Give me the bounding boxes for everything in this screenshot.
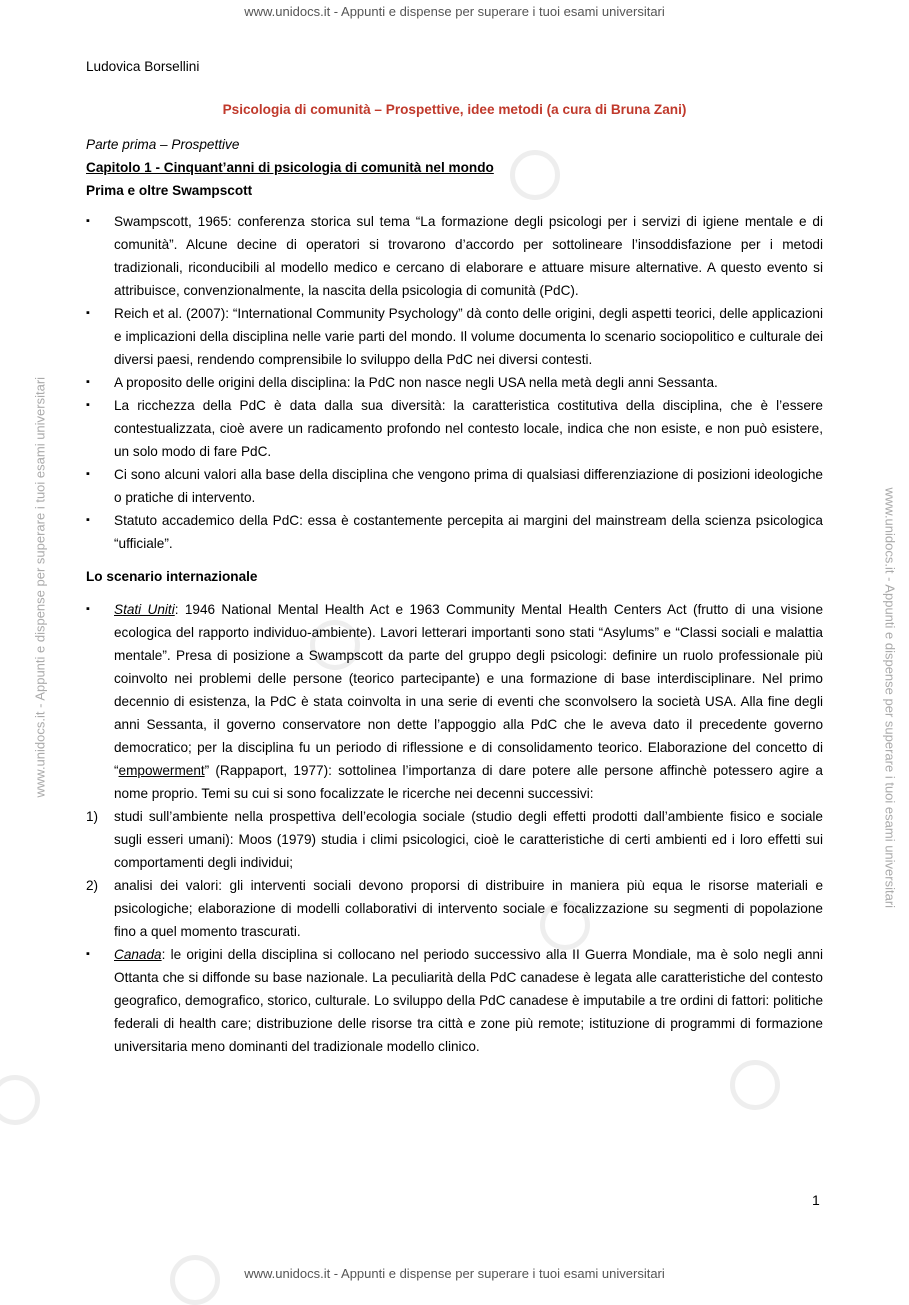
watermark-top[interactable]: www.unidocs.it - Appunti e dispense per superare i tuoi esami universitari — [244, 4, 665, 19]
list-item-canada — [86, 943, 823, 1058]
watermark-logo-icon — [730, 1060, 780, 1110]
chapter-heading: Capitolo 1 - Cinquant’anni di psicologia di comunità nel mondo — [86, 160, 494, 175]
list-item: ▪ Swampscott, 1965: conferenza storica sul tema “La formazione degli psicologi per i servizi di igiene mentale e di comunità”. Alcune decine di operatori si trovarono d’accordo per sottolineare l’insoddisfazione per i metodi tradizionali, riconducibili al modello medico e cercano di elaborare e attuare misure alternative. A questo evento si attribuisce, convenzionalmente, la nascita della psicologia di comunità (PdC). — [86, 210, 823, 302]
part-heading: Parte prima – Prospettive — [86, 137, 240, 152]
section-heading-scenario: Lo scenario internazionale — [86, 569, 258, 584]
numbered-text: analisi dei valori: gli interventi sociali devono proporsi di distribuire in maniera più equa le risorse materiali e psicologiche; elaborazione di modelli collaborativi di intervento sociale e focalizzazione su segmenti di popolazione fino a quel momento trascurati. — [114, 878, 823, 939]
numbered-item — [86, 805, 823, 874]
watermark-left: www.unidocs.it - Appunti e dispense per superare i tuoi esami universitari — [32, 376, 48, 798]
author-name: Ludovica Borsellini — [86, 59, 200, 74]
numbered-list — [86, 805, 823, 943]
page-number: 1 — [812, 1192, 820, 1208]
list-item-usa — [86, 598, 823, 805]
bullet-list-usa — [86, 598, 823, 805]
numbered-text: studi sull’ambiente nella prospettiva dell’ecologia sociale (studio degli effetti prodotti dall’ambiente fisico e sociale sugli esseri umani): Moos (1979) studia i climi psicologici, cioè le caratteristiche di certi ambienti ed i loro effetti sui comportamenti degli individui; — [114, 809, 823, 870]
watermark-bottom[interactable]: www.unidocs.it - Appunti e dispense per superare i tuoi esami universitari — [244, 1266, 665, 1281]
bullet-list-prima — [86, 210, 823, 555]
list-item: ▪ La ricchezza della PdC è data dalla sua diversità: la caratteristica costitutiva della disciplina, che è l’essere contestualizzata, cioè avere un radicamento profondo nel contesto locale, indica che non esiste, e non può esistere, un solo modo di fare PdC. — [86, 394, 823, 463]
usa-text-b: ” (Rappaport, 1977): sottolinea l’importanza di dare potere alle persone affinchè potessero agire a nome proprio. Temi su cui si sono focalizzate le ricerche nei decenni successivi: — [114, 763, 823, 801]
canada-text: : le origini della disciplina si collocano nel periodo successivo alla II Guerra Mondiale, ma è solo negli anni Ottanta che si diffonde su base nazionale. La peculiarità della PdC canadese è legata alle caratteristiche del contesto geografico, demografico, storico, culturale. Lo sviluppo della PdC canadese è imputabile a tre ordini di fattori: politiche federali di health care; distribuzione delle risorse tra città e zone più remote; istituzione di programmi di formazione universitaria meno dominanti del tradizionale modello clinico. — [114, 947, 823, 1054]
usa-text-a: : 1946 National Mental Health Act e 1963 Community Mental Health Centers Act (frutto di una visione ecologica del rapporto individuo-ambiente). Lavori letterari importanti sono stati “Asylums” e “Classi sociali e malattia mentale”. Presa di posizione a Swampscott da parte del gruppo degli psicologi: definire un ruolo professionale più coinvolto nei problemi delle persone (teorico partecipante) e una formazione di base interdisciplinare. Nel primo decennio di esistenza, la PdC è stata coinvolta in una serie di eventi che sconvolsero la società USA. Alla fine degli anni Sessanta, il governo conservatore non dette l’appoggio alla PdC che le aveva dato il precedente governo democratico; per la disciplina fu un periodo di riflessione e di consolidamento teorico. Elaborazione del concetto di “ — [114, 602, 824, 778]
numbered-label: 2) — [86, 878, 99, 893]
section-heading-prima: Prima e oltre Swampscott — [86, 183, 253, 198]
list-item: ▪ Statuto accademico della PdC: essa è costantemente percepita ai margini del mainstream della scienza psicologica “ufficiale”. — [86, 509, 823, 555]
watermark-logo-icon — [0, 1075, 40, 1125]
watermark-right: www.unidocs.it - Appunti e dispense per superare i tuoi esami universitari — [882, 487, 898, 909]
numbered-label: 1) — [86, 809, 99, 824]
numbered-item — [86, 874, 823, 943]
canada-label: Canada — [114, 947, 162, 962]
list-item: ▪ Ci sono alcuni valori alla base della disciplina che vengono prima di qualsiasi differenziazione di posizioni ideologiche o pratiche di intervento. — [86, 463, 823, 509]
usa-label: Stati Uniti — [114, 602, 175, 617]
list-item: ▪ A proposito delle origini della disciplina: la PdC non nasce negli USA nella metà degli anni Sessanta. — [86, 371, 823, 394]
empowerment-term: empowerment — [118, 763, 205, 778]
bullet-list-canada — [86, 943, 823, 1058]
document-title: Psicologia di comunità – Prospettive, idee metodi (a cura di Bruna Zani) — [222, 102, 687, 117]
list-item: ▪ Reich et al. (2007): “International Community Psychology” dà conto delle origini, degli aspetti teorici, delle applicazioni e implicazioni della disciplina nelle varie parti del mondo. Il volume documenta lo scenario sociopolitico e culturale dei diversi paesi, rendendo comprensibile lo sviluppo della PdC nei diversi contesti. — [86, 302, 823, 371]
document-body — [86, 55, 823, 1058]
